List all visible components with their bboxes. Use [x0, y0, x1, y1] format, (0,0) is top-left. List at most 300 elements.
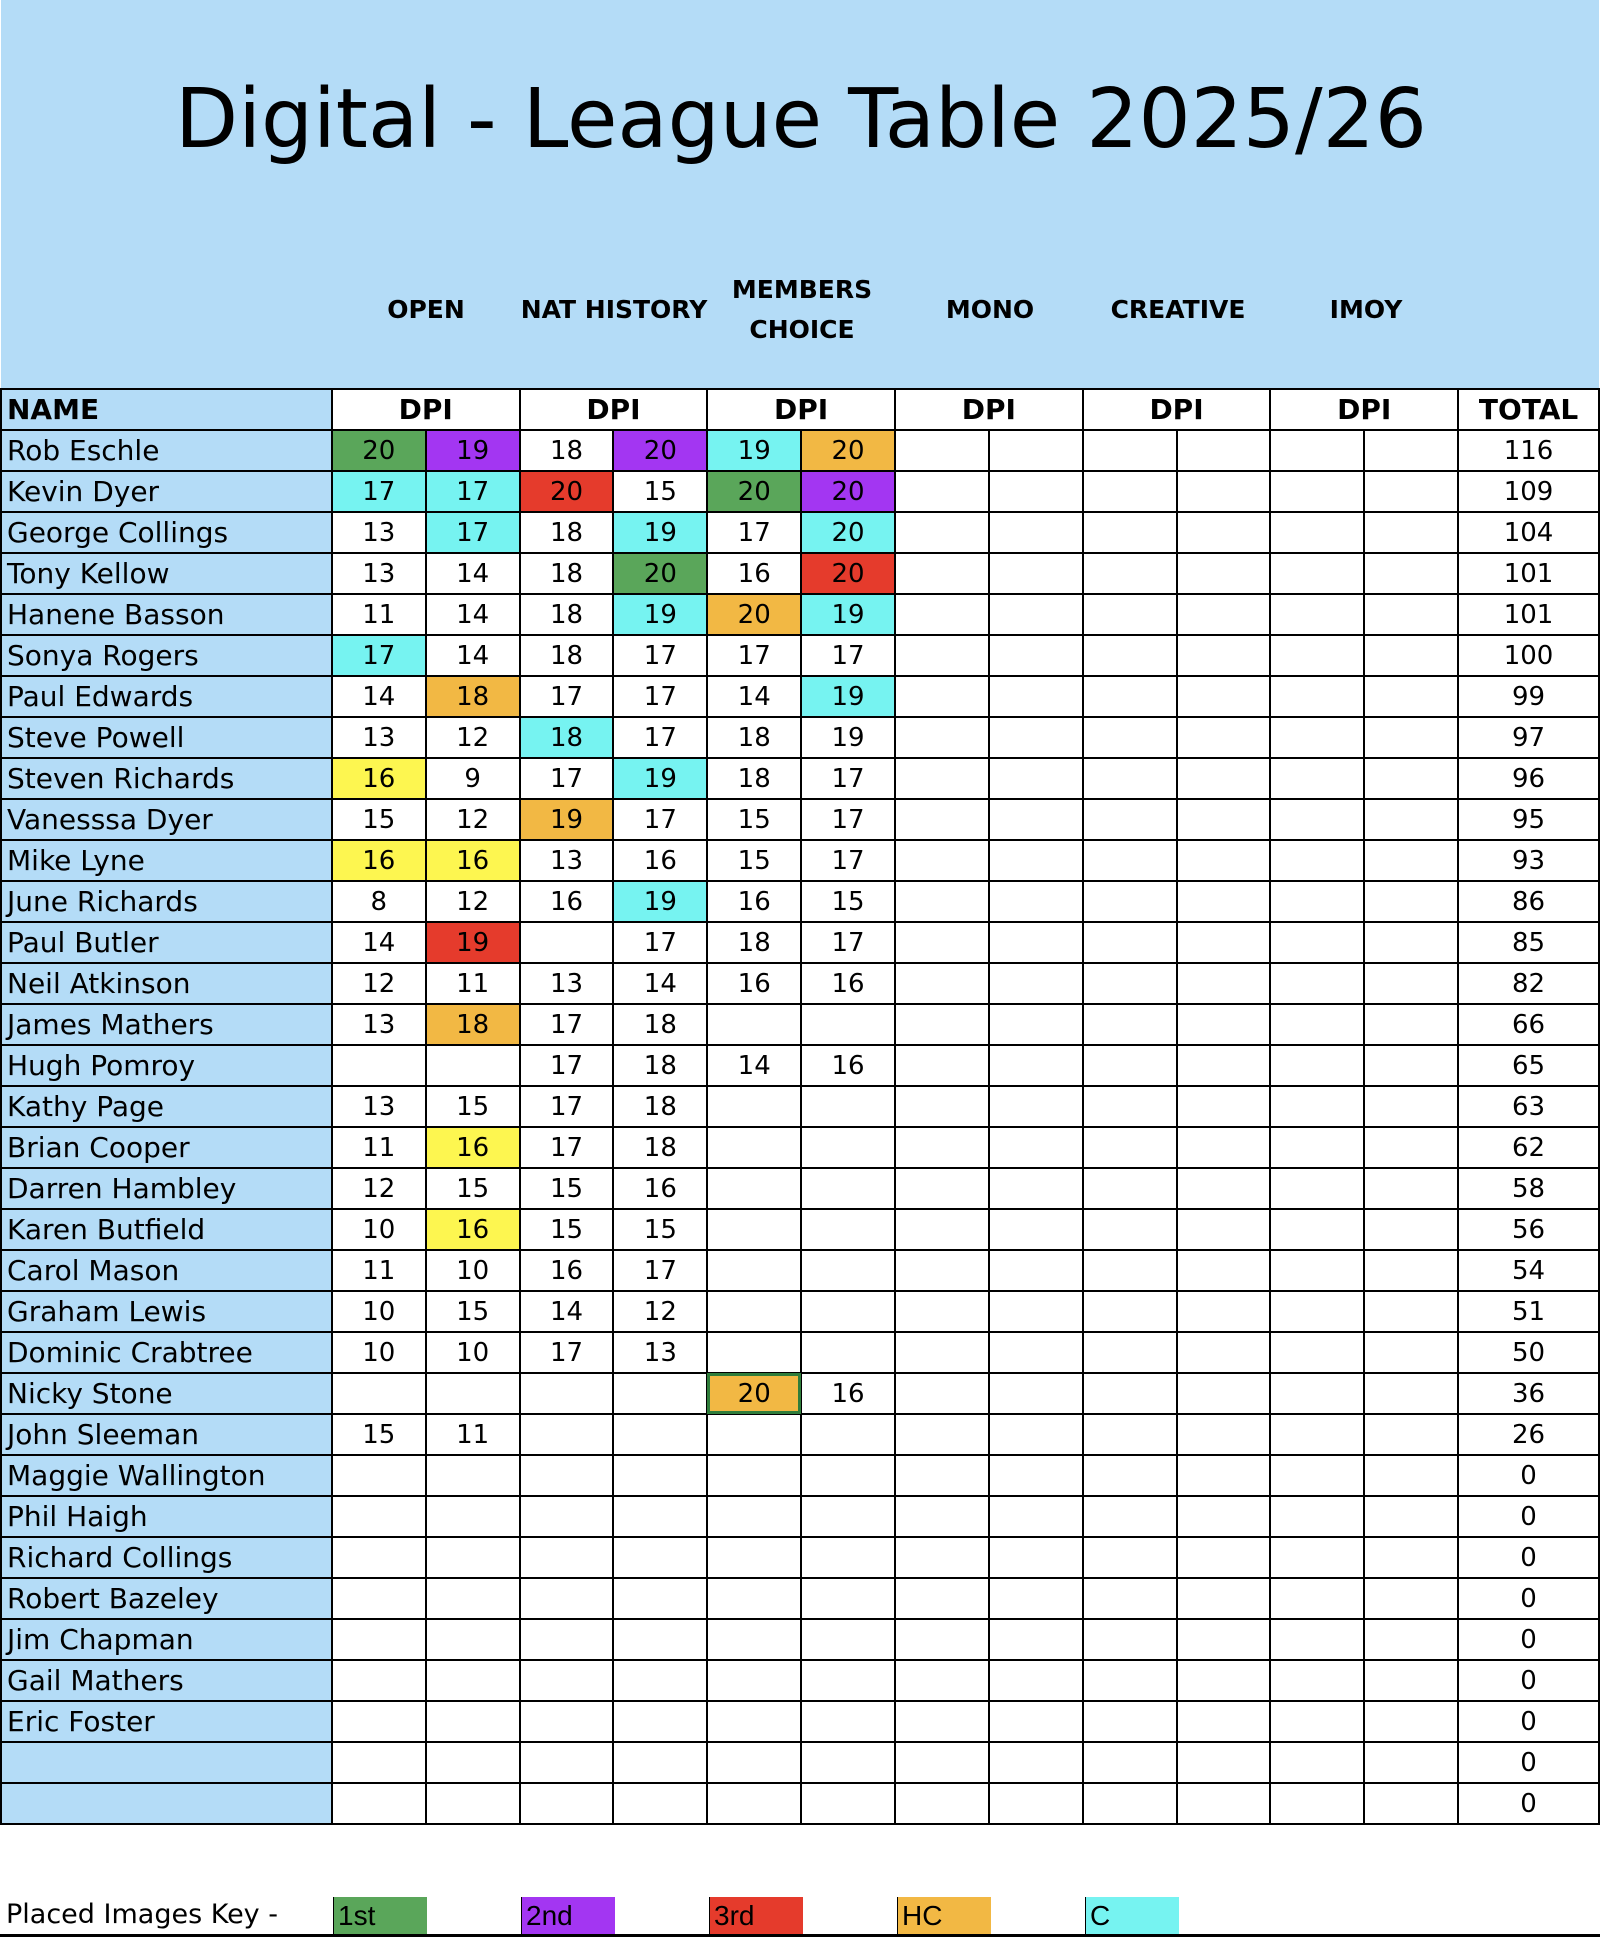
- member-name-cell[interactable]: Steve Powell: [1, 717, 332, 758]
- score-cell[interactable]: [1270, 1127, 1364, 1168]
- score-cell[interactable]: 17: [332, 471, 426, 512]
- score-cell[interactable]: [895, 1045, 989, 1086]
- score-cell[interactable]: [895, 1701, 989, 1742]
- score-cell[interactable]: [520, 1455, 614, 1496]
- score-cell[interactable]: 15: [426, 1086, 520, 1127]
- score-cell[interactable]: [707, 1004, 801, 1045]
- member-name-cell[interactable]: Jim Chapman: [1, 1619, 332, 1660]
- score-cell[interactable]: [520, 1660, 614, 1701]
- score-cell[interactable]: 10: [426, 1250, 520, 1291]
- score-cell[interactable]: [989, 1250, 1083, 1291]
- score-cell[interactable]: 19: [426, 922, 520, 963]
- score-cell[interactable]: [1364, 717, 1458, 758]
- score-cell[interactable]: [895, 1004, 989, 1045]
- score-cell[interactable]: [1083, 1783, 1177, 1824]
- score-cell[interactable]: 18: [426, 676, 520, 717]
- score-cell[interactable]: [1177, 1660, 1271, 1701]
- score-cell[interactable]: [989, 471, 1083, 512]
- total-cell[interactable]: 26: [1458, 1414, 1599, 1455]
- score-cell[interactable]: [707, 1209, 801, 1250]
- member-name-cell[interactable]: John Sleeman: [1, 1414, 332, 1455]
- total-header[interactable]: TOTAL: [1458, 389, 1599, 430]
- score-cell[interactable]: 20: [613, 553, 707, 594]
- score-cell[interactable]: 19: [801, 717, 895, 758]
- score-cell[interactable]: [801, 1537, 895, 1578]
- score-cell[interactable]: [1270, 1455, 1364, 1496]
- score-cell[interactable]: [801, 1209, 895, 1250]
- score-cell[interactable]: [895, 881, 989, 922]
- score-cell[interactable]: [1364, 1332, 1458, 1373]
- score-cell[interactable]: [707, 1332, 801, 1373]
- score-cell[interactable]: [989, 1168, 1083, 1209]
- score-cell[interactable]: [332, 1660, 426, 1701]
- score-cell[interactable]: 10: [426, 1332, 520, 1373]
- score-cell[interactable]: [520, 1537, 614, 1578]
- score-cell[interactable]: [1083, 676, 1177, 717]
- score-cell[interactable]: [1177, 1742, 1271, 1783]
- score-cell[interactable]: [707, 1127, 801, 1168]
- score-cell[interactable]: [1364, 1742, 1458, 1783]
- score-cell[interactable]: [989, 717, 1083, 758]
- score-cell[interactable]: 18: [520, 512, 614, 553]
- score-cell[interactable]: 15: [613, 471, 707, 512]
- score-cell[interactable]: [426, 1537, 520, 1578]
- score-cell[interactable]: [1177, 1537, 1271, 1578]
- score-cell[interactable]: 18: [613, 1127, 707, 1168]
- score-cell[interactable]: [895, 512, 989, 553]
- score-cell[interactable]: 16: [520, 881, 614, 922]
- score-cell[interactable]: [1364, 512, 1458, 553]
- score-cell[interactable]: 15: [520, 1168, 614, 1209]
- score-cell[interactable]: [1364, 881, 1458, 922]
- score-cell[interactable]: 17: [801, 635, 895, 676]
- score-cell[interactable]: [895, 1578, 989, 1619]
- score-cell[interactable]: [1177, 1414, 1271, 1455]
- dpi-header-members-choice[interactable]: DPI: [707, 389, 895, 430]
- score-cell[interactable]: [895, 1209, 989, 1250]
- score-cell[interactable]: [1177, 1332, 1271, 1373]
- score-cell[interactable]: [1177, 1209, 1271, 1250]
- total-cell[interactable]: 0: [1458, 1619, 1599, 1660]
- total-cell[interactable]: 0: [1458, 1660, 1599, 1701]
- score-cell[interactable]: [1270, 471, 1364, 512]
- score-cell[interactable]: [895, 1660, 989, 1701]
- score-cell[interactable]: [1270, 1373, 1364, 1414]
- score-cell[interactable]: [1270, 1414, 1364, 1455]
- score-cell[interactable]: [1364, 1250, 1458, 1291]
- score-cell[interactable]: [426, 1496, 520, 1537]
- score-cell[interactable]: 17: [801, 922, 895, 963]
- score-cell[interactable]: [1177, 1086, 1271, 1127]
- member-name-cell[interactable]: Phil Haigh: [1, 1496, 332, 1537]
- score-cell[interactable]: [1177, 1004, 1271, 1045]
- score-cell[interactable]: 15: [613, 1209, 707, 1250]
- score-cell[interactable]: [1364, 635, 1458, 676]
- score-cell[interactable]: [895, 1086, 989, 1127]
- score-cell[interactable]: [1083, 963, 1177, 1004]
- score-cell[interactable]: [1083, 635, 1177, 676]
- score-cell[interactable]: 17: [520, 676, 614, 717]
- score-cell[interactable]: [707, 1619, 801, 1660]
- score-cell[interactable]: 18: [613, 1004, 707, 1045]
- total-cell[interactable]: 82: [1458, 963, 1599, 1004]
- score-cell[interactable]: 17: [613, 717, 707, 758]
- score-cell[interactable]: [613, 1742, 707, 1783]
- score-cell[interactable]: 15: [520, 1209, 614, 1250]
- score-cell[interactable]: 20: [707, 594, 801, 635]
- score-cell[interactable]: [426, 1045, 520, 1086]
- score-cell[interactable]: [1364, 1701, 1458, 1742]
- score-cell[interactable]: [1364, 1414, 1458, 1455]
- name-header[interactable]: NAME: [1, 389, 332, 430]
- score-cell[interactable]: [1177, 512, 1271, 553]
- total-cell[interactable]: 95: [1458, 799, 1599, 840]
- score-cell[interactable]: [613, 1578, 707, 1619]
- score-cell[interactable]: [1177, 1455, 1271, 1496]
- score-cell[interactable]: 13: [520, 963, 614, 1004]
- score-cell[interactable]: 19: [613, 881, 707, 922]
- score-cell[interactable]: [1083, 758, 1177, 799]
- total-cell[interactable]: 93: [1458, 840, 1599, 881]
- score-cell[interactable]: [520, 1742, 614, 1783]
- score-cell[interactable]: [1364, 799, 1458, 840]
- score-cell[interactable]: 17: [707, 512, 801, 553]
- score-cell[interactable]: 13: [332, 553, 426, 594]
- score-cell[interactable]: [1083, 594, 1177, 635]
- score-cell[interactable]: [1177, 1291, 1271, 1332]
- score-cell[interactable]: [1177, 717, 1271, 758]
- member-name-cell[interactable]: Tony Kellow: [1, 553, 332, 594]
- score-cell[interactable]: 16: [613, 1168, 707, 1209]
- total-cell[interactable]: 0: [1458, 1742, 1599, 1783]
- score-cell[interactable]: 16: [801, 1045, 895, 1086]
- score-cell[interactable]: [989, 1660, 1083, 1701]
- score-cell[interactable]: [801, 1250, 895, 1291]
- score-cell[interactable]: [1270, 635, 1364, 676]
- score-cell[interactable]: [707, 1086, 801, 1127]
- score-cell[interactable]: 18: [520, 553, 614, 594]
- score-cell[interactable]: 17: [426, 471, 520, 512]
- score-cell[interactable]: [1083, 512, 1177, 553]
- score-cell[interactable]: [1270, 1086, 1364, 1127]
- score-cell[interactable]: [989, 594, 1083, 635]
- member-name-cell[interactable]: George Collings: [1, 512, 332, 553]
- score-cell[interactable]: [1364, 430, 1458, 471]
- score-cell[interactable]: [895, 1168, 989, 1209]
- member-name-cell[interactable]: [1, 1742, 332, 1783]
- score-cell[interactable]: 16: [332, 758, 426, 799]
- score-cell[interactable]: [895, 1250, 989, 1291]
- score-cell[interactable]: [801, 1619, 895, 1660]
- score-cell[interactable]: [1270, 717, 1364, 758]
- score-cell[interactable]: [1270, 1578, 1364, 1619]
- score-cell[interactable]: [1177, 1619, 1271, 1660]
- score-cell[interactable]: 13: [332, 1004, 426, 1045]
- score-cell[interactable]: [989, 963, 1083, 1004]
- score-cell[interactable]: [1270, 1168, 1364, 1209]
- score-cell[interactable]: [426, 1619, 520, 1660]
- score-cell[interactable]: [989, 1496, 1083, 1537]
- score-cell[interactable]: [1083, 1373, 1177, 1414]
- score-cell[interactable]: 17: [801, 840, 895, 881]
- score-cell[interactable]: [1083, 922, 1177, 963]
- score-cell[interactable]: [989, 1537, 1083, 1578]
- dpi-header-nat-history[interactable]: DPI: [520, 389, 708, 430]
- score-cell[interactable]: [1177, 922, 1271, 963]
- score-cell[interactable]: [1364, 1537, 1458, 1578]
- score-cell[interactable]: 10: [332, 1209, 426, 1250]
- score-cell[interactable]: [1270, 1619, 1364, 1660]
- score-cell[interactable]: [1177, 881, 1271, 922]
- score-cell[interactable]: 18: [520, 594, 614, 635]
- score-cell[interactable]: [1177, 963, 1271, 1004]
- score-cell[interactable]: [1177, 1701, 1271, 1742]
- member-name-cell[interactable]: James Mathers: [1, 1004, 332, 1045]
- score-cell[interactable]: [1270, 799, 1364, 840]
- score-cell[interactable]: 13: [332, 512, 426, 553]
- member-name-cell[interactable]: Hugh Pomroy: [1, 1045, 332, 1086]
- score-cell[interactable]: [1364, 1291, 1458, 1332]
- score-cell[interactable]: [895, 1537, 989, 1578]
- total-cell[interactable]: 86: [1458, 881, 1599, 922]
- score-cell[interactable]: [1083, 881, 1177, 922]
- score-cell[interactable]: [1177, 758, 1271, 799]
- total-cell[interactable]: 99: [1458, 676, 1599, 717]
- score-cell[interactable]: [520, 1783, 614, 1824]
- total-cell[interactable]: 96: [1458, 758, 1599, 799]
- score-cell[interactable]: 18: [707, 922, 801, 963]
- total-cell[interactable]: 116: [1458, 430, 1599, 471]
- score-cell[interactable]: [613, 1496, 707, 1537]
- score-cell[interactable]: 11: [426, 1414, 520, 1455]
- score-cell[interactable]: 18: [520, 635, 614, 676]
- score-cell[interactable]: 20: [332, 430, 426, 471]
- score-cell[interactable]: [1364, 1578, 1458, 1619]
- score-cell[interactable]: 17: [520, 1086, 614, 1127]
- score-cell[interactable]: 16: [707, 553, 801, 594]
- score-cell[interactable]: [1364, 1783, 1458, 1824]
- score-cell[interactable]: [801, 1127, 895, 1168]
- member-name-cell[interactable]: Vanesssa Dyer: [1, 799, 332, 840]
- score-cell[interactable]: 11: [332, 1250, 426, 1291]
- score-cell[interactable]: 12: [332, 963, 426, 1004]
- score-cell[interactable]: [801, 1455, 895, 1496]
- score-cell[interactable]: [1177, 1250, 1271, 1291]
- score-cell[interactable]: 16: [426, 1209, 520, 1250]
- member-name-cell[interactable]: Hanene Basson: [1, 594, 332, 635]
- member-name-cell[interactable]: Kathy Page: [1, 1086, 332, 1127]
- member-name-cell[interactable]: Eric Foster: [1, 1701, 332, 1742]
- score-cell[interactable]: [895, 635, 989, 676]
- score-cell[interactable]: [895, 594, 989, 635]
- score-cell[interactable]: [1270, 676, 1364, 717]
- score-cell[interactable]: [801, 1783, 895, 1824]
- total-cell[interactable]: 0: [1458, 1537, 1599, 1578]
- score-cell[interactable]: [613, 1701, 707, 1742]
- score-cell[interactable]: [1083, 1455, 1177, 1496]
- total-cell[interactable]: 0: [1458, 1701, 1599, 1742]
- score-cell[interactable]: [1364, 676, 1458, 717]
- score-cell[interactable]: [613, 1660, 707, 1701]
- dpi-header-open[interactable]: DPI: [332, 389, 520, 430]
- score-cell[interactable]: [1083, 1619, 1177, 1660]
- total-cell[interactable]: 85: [1458, 922, 1599, 963]
- score-cell[interactable]: [332, 1578, 426, 1619]
- score-cell[interactable]: 16: [426, 840, 520, 881]
- score-cell[interactable]: 18: [613, 1045, 707, 1086]
- score-cell[interactable]: [707, 1496, 801, 1537]
- score-cell[interactable]: [1177, 430, 1271, 471]
- score-cell[interactable]: [1177, 1373, 1271, 1414]
- score-cell[interactable]: 17: [613, 1250, 707, 1291]
- score-cell[interactable]: [895, 1127, 989, 1168]
- score-cell[interactable]: [613, 1619, 707, 1660]
- score-cell[interactable]: [1083, 1660, 1177, 1701]
- score-cell[interactable]: [1177, 840, 1271, 881]
- score-cell[interactable]: [707, 1783, 801, 1824]
- score-cell[interactable]: [707, 1168, 801, 1209]
- score-cell[interactable]: 17: [426, 512, 520, 553]
- score-cell[interactable]: [895, 799, 989, 840]
- score-cell[interactable]: [801, 1578, 895, 1619]
- score-cell[interactable]: [801, 1168, 895, 1209]
- score-cell[interactable]: [426, 1373, 520, 1414]
- score-cell[interactable]: [1177, 553, 1271, 594]
- score-cell[interactable]: [1177, 635, 1271, 676]
- score-cell[interactable]: 13: [520, 840, 614, 881]
- score-cell[interactable]: [1083, 1414, 1177, 1455]
- dpi-header-imoy[interactable]: DPI: [1270, 389, 1458, 430]
- score-cell[interactable]: [1270, 1537, 1364, 1578]
- total-cell[interactable]: 58: [1458, 1168, 1599, 1209]
- dpi-header-mono[interactable]: DPI: [895, 389, 1083, 430]
- score-cell[interactable]: 16: [613, 840, 707, 881]
- score-cell[interactable]: 17: [707, 635, 801, 676]
- score-cell[interactable]: 14: [707, 1045, 801, 1086]
- score-cell[interactable]: [426, 1660, 520, 1701]
- score-cell[interactable]: [1364, 1619, 1458, 1660]
- score-cell[interactable]: 18: [707, 758, 801, 799]
- member-name-cell[interactable]: Richard Collings: [1, 1537, 332, 1578]
- score-cell[interactable]: [895, 1332, 989, 1373]
- score-cell[interactable]: [1083, 430, 1177, 471]
- score-cell[interactable]: 15: [707, 840, 801, 881]
- score-cell[interactable]: [1270, 840, 1364, 881]
- score-cell[interactable]: [801, 1086, 895, 1127]
- score-cell[interactable]: [332, 1619, 426, 1660]
- score-cell[interactable]: 19: [707, 430, 801, 471]
- score-cell[interactable]: [1270, 553, 1364, 594]
- score-cell[interactable]: 16: [801, 963, 895, 1004]
- score-cell[interactable]: [426, 1455, 520, 1496]
- score-cell[interactable]: 18: [520, 430, 614, 471]
- score-cell[interactable]: [707, 1291, 801, 1332]
- member-name-cell[interactable]: Steven Richards: [1, 758, 332, 799]
- score-cell[interactable]: [1270, 963, 1364, 1004]
- score-cell[interactable]: [989, 1127, 1083, 1168]
- member-name-cell[interactable]: June Richards: [1, 881, 332, 922]
- score-cell[interactable]: [895, 471, 989, 512]
- score-cell[interactable]: [895, 1373, 989, 1414]
- score-cell[interactable]: [1364, 1209, 1458, 1250]
- score-cell[interactable]: [1083, 553, 1177, 594]
- total-cell[interactable]: 66: [1458, 1004, 1599, 1045]
- score-cell[interactable]: [1364, 594, 1458, 635]
- score-cell[interactable]: [895, 1291, 989, 1332]
- score-cell[interactable]: 17: [520, 1045, 614, 1086]
- score-cell[interactable]: 20: [801, 471, 895, 512]
- score-cell[interactable]: [895, 1619, 989, 1660]
- score-cell[interactable]: [1364, 963, 1458, 1004]
- score-cell[interactable]: 11: [332, 1127, 426, 1168]
- score-cell[interactable]: 14: [332, 676, 426, 717]
- member-name-cell[interactable]: Rob Eschle: [1, 430, 332, 471]
- score-cell[interactable]: [1364, 1004, 1458, 1045]
- score-cell[interactable]: [989, 1455, 1083, 1496]
- score-cell[interactable]: [1270, 1209, 1364, 1250]
- member-name-cell[interactable]: [1, 1783, 332, 1824]
- score-cell[interactable]: [1364, 1127, 1458, 1168]
- score-cell[interactable]: [1083, 1291, 1177, 1332]
- score-cell[interactable]: [895, 553, 989, 594]
- score-cell[interactable]: [895, 963, 989, 1004]
- score-cell[interactable]: [1083, 1537, 1177, 1578]
- score-cell[interactable]: 15: [801, 881, 895, 922]
- score-cell[interactable]: [520, 1373, 614, 1414]
- total-cell[interactable]: 0: [1458, 1496, 1599, 1537]
- score-cell[interactable]: [1083, 840, 1177, 881]
- total-cell[interactable]: 0: [1458, 1783, 1599, 1824]
- score-cell[interactable]: [1364, 1086, 1458, 1127]
- score-cell[interactable]: [520, 1701, 614, 1742]
- member-name-cell[interactable]: Mike Lyne: [1, 840, 332, 881]
- score-cell[interactable]: [989, 553, 1083, 594]
- score-cell[interactable]: [801, 1496, 895, 1537]
- score-cell[interactable]: 18: [613, 1086, 707, 1127]
- score-cell[interactable]: [801, 1004, 895, 1045]
- score-cell[interactable]: 19: [613, 758, 707, 799]
- score-cell[interactable]: 14: [332, 922, 426, 963]
- score-cell[interactable]: 15: [707, 799, 801, 840]
- score-cell[interactable]: [1270, 1291, 1364, 1332]
- score-cell[interactable]: [989, 430, 1083, 471]
- total-cell[interactable]: 0: [1458, 1455, 1599, 1496]
- score-cell[interactable]: [332, 1496, 426, 1537]
- score-cell[interactable]: [895, 1783, 989, 1824]
- score-cell[interactable]: 18: [426, 1004, 520, 1045]
- score-cell[interactable]: [989, 758, 1083, 799]
- score-cell[interactable]: 16: [801, 1373, 895, 1414]
- score-cell[interactable]: 15: [332, 1414, 426, 1455]
- score-cell[interactable]: [1083, 717, 1177, 758]
- score-cell[interactable]: [989, 1742, 1083, 1783]
- score-cell[interactable]: [801, 1660, 895, 1701]
- score-cell[interactable]: [613, 1455, 707, 1496]
- score-cell[interactable]: 20: [707, 471, 801, 512]
- score-cell[interactable]: [520, 1578, 614, 1619]
- score-cell[interactable]: 19: [801, 676, 895, 717]
- score-cell[interactable]: [332, 1373, 426, 1414]
- score-cell[interactable]: [989, 799, 1083, 840]
- score-cell[interactable]: [1364, 1455, 1458, 1496]
- score-cell[interactable]: [332, 1455, 426, 1496]
- score-cell[interactable]: 16: [707, 963, 801, 1004]
- member-name-cell[interactable]: Nicky Stone: [1, 1373, 332, 1414]
- score-cell[interactable]: [989, 1373, 1083, 1414]
- score-cell[interactable]: [989, 881, 1083, 922]
- score-cell[interactable]: [1270, 881, 1364, 922]
- score-cell[interactable]: 20: [707, 1373, 801, 1414]
